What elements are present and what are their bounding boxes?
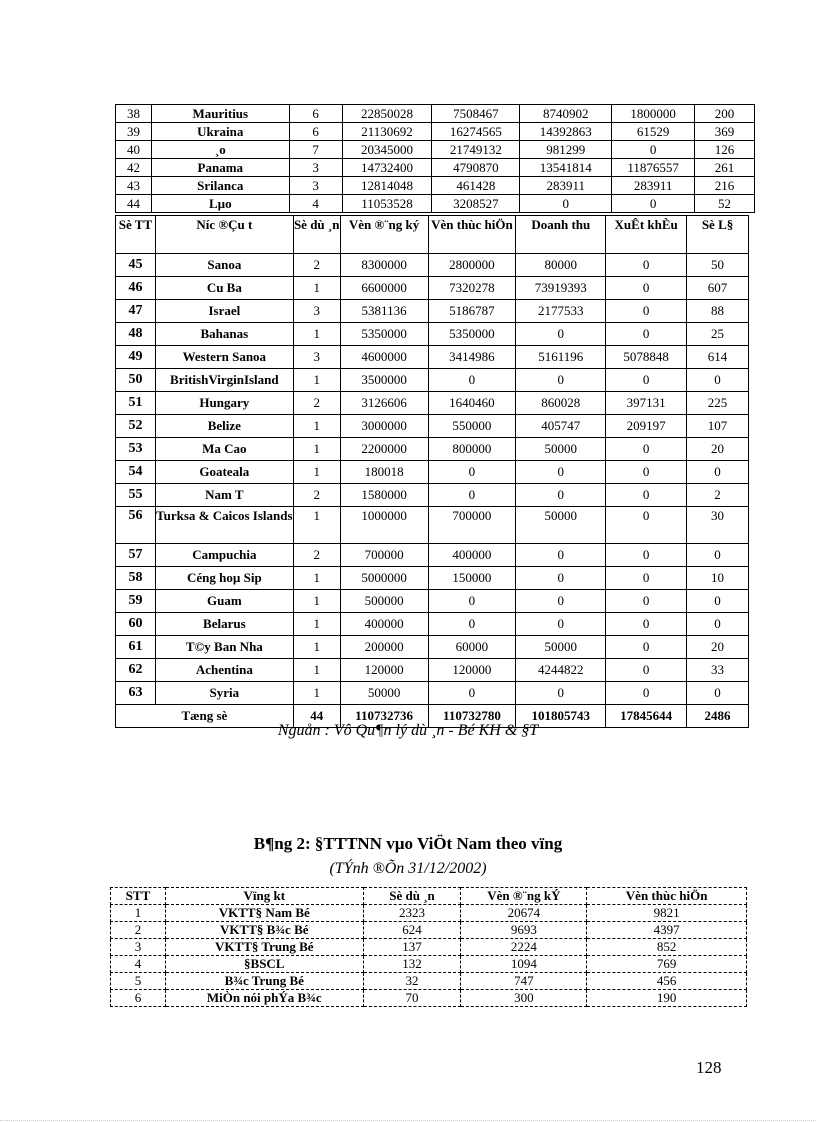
value-cell: 0 <box>606 254 687 277</box>
value-cell: 0 <box>606 300 687 323</box>
value-cell: 150000 <box>428 567 516 590</box>
table-row <box>116 567 749 590</box>
value-cell: 32 <box>363 973 461 990</box>
row-number-cell: 54 <box>116 461 156 484</box>
value-cell: 14732400 <box>342 159 432 177</box>
row-number-cell: 50 <box>116 369 156 392</box>
name-cell: Western Sanoa <box>155 346 293 369</box>
value-cell: 283911 <box>612 177 695 195</box>
value-cell: 1800000 <box>612 105 695 123</box>
value-cell: 1000000 <box>340 507 428 544</box>
row-number-cell: 47 <box>116 300 156 323</box>
row-number-cell: 53 <box>116 438 156 461</box>
value-cell: 3500000 <box>340 369 428 392</box>
value-cell: 2 <box>687 484 749 507</box>
table-row <box>116 123 755 141</box>
region-row <box>111 990 747 1007</box>
investment-table-continued <box>115 104 755 213</box>
row-number-cell: 59 <box>116 590 156 613</box>
value-cell: 981299 <box>520 141 612 159</box>
value-cell: 1 <box>293 613 340 636</box>
value-cell: 6 <box>289 123 342 141</box>
name-cell: Israel <box>155 300 293 323</box>
value-cell: 0 <box>606 277 687 300</box>
table-row <box>116 300 749 323</box>
source-note: Nguån : Vô Qu¶n lý dù ¸n - Bé KH & §T <box>277 722 539 739</box>
header-cell: Sè TT <box>116 216 156 254</box>
value-cell: 2 <box>293 254 340 277</box>
total-value: 110732780 <box>428 705 516 728</box>
row-number-cell: 5 <box>111 973 166 990</box>
value-cell: 1 <box>293 659 340 682</box>
value-cell: 0 <box>516 682 606 705</box>
table-row <box>116 682 749 705</box>
value-cell: 0 <box>516 567 606 590</box>
value-cell: 50000 <box>340 682 428 705</box>
table2-subtitle: (TÝnh ®Õn 31/12/2002) <box>329 860 487 877</box>
name-cell: B¾c Trung Bé <box>165 973 363 990</box>
name-cell: §BSCL <box>165 956 363 973</box>
value-cell: 1 <box>293 461 340 484</box>
row-number-cell: 38 <box>116 105 152 123</box>
value-cell: 120000 <box>340 659 428 682</box>
total-value: 101805743 <box>516 705 606 728</box>
header-cell: Vèn thùc hiÖn <box>587 888 747 905</box>
name-cell: Mauritius <box>151 105 289 123</box>
value-cell: 0 <box>606 636 687 659</box>
row-number-cell: 56 <box>116 507 156 544</box>
value-cell: 500000 <box>340 590 428 613</box>
value-cell: 6600000 <box>340 277 428 300</box>
region-row <box>111 939 747 956</box>
region-table <box>110 887 747 1007</box>
value-cell: 0 <box>606 590 687 613</box>
value-cell: 2177533 <box>516 300 606 323</box>
name-cell: Bahanas <box>155 323 293 346</box>
value-cell: 0 <box>687 613 749 636</box>
total-value: 17845644 <box>606 705 687 728</box>
value-cell: 369 <box>695 123 755 141</box>
row-number-cell: 61 <box>116 636 156 659</box>
value-cell: 747 <box>461 973 587 990</box>
table2-title: B¶ng 2: §TTTNN vµo ViÖt Nam theo vïng <box>253 834 563 853</box>
value-cell: 70 <box>363 990 461 1007</box>
name-cell: Nam T <box>155 484 293 507</box>
value-cell: 209197 <box>606 415 687 438</box>
table-row <box>116 544 749 567</box>
name-cell: Cu Ba <box>155 277 293 300</box>
value-cell: 852 <box>587 939 747 956</box>
region-row <box>111 973 747 990</box>
value-cell: 216 <box>695 177 755 195</box>
value-cell: 7320278 <box>428 277 516 300</box>
value-cell: 60000 <box>428 636 516 659</box>
value-cell: 200000 <box>340 636 428 659</box>
value-cell: 0 <box>516 613 606 636</box>
value-cell: 11876557 <box>612 159 695 177</box>
name-cell: VKTT§ Trung Bé <box>165 939 363 956</box>
row-number-cell: 40 <box>116 141 152 159</box>
row-number-cell: 39 <box>116 123 152 141</box>
value-cell: 800000 <box>428 438 516 461</box>
row-number-cell: 42 <box>116 159 152 177</box>
value-cell: 190 <box>587 990 747 1007</box>
value-cell: 0 <box>606 544 687 567</box>
name-cell: Belize <box>155 415 293 438</box>
row-number-cell: 44 <box>116 195 152 213</box>
name-cell: Srilanca <box>151 177 289 195</box>
value-cell: 132 <box>363 956 461 973</box>
name-cell: VKTT§ B¾c Bé <box>165 922 363 939</box>
table-row <box>116 159 755 177</box>
value-cell: 5350000 <box>428 323 516 346</box>
value-cell: 1 <box>293 415 340 438</box>
value-cell: 461428 <box>432 177 520 195</box>
name-cell: Goateala <box>155 461 293 484</box>
row-number-cell: 49 <box>116 346 156 369</box>
value-cell: 22850028 <box>342 105 432 123</box>
name-cell: Achentina <box>155 659 293 682</box>
table-row <box>116 507 749 544</box>
value-cell: 120000 <box>428 659 516 682</box>
value-cell: 0 <box>516 590 606 613</box>
table-header-row <box>116 216 749 254</box>
value-cell: 20345000 <box>342 141 432 159</box>
value-cell: 4 <box>289 195 342 213</box>
name-cell: Belarus <box>155 613 293 636</box>
value-cell: 1 <box>293 277 340 300</box>
row-number-cell: 2 <box>111 922 166 939</box>
value-cell: 3 <box>293 346 340 369</box>
value-cell: 3 <box>289 177 342 195</box>
header-cell: Vèn thùc hiÖn <box>428 216 516 254</box>
header-cell: STT <box>111 888 166 905</box>
value-cell: 0 <box>606 369 687 392</box>
value-cell: 4600000 <box>340 346 428 369</box>
row-number-cell: 58 <box>116 567 156 590</box>
value-cell: 5350000 <box>340 323 428 346</box>
value-cell: 0 <box>428 613 516 636</box>
table-row <box>116 461 749 484</box>
value-cell: 0 <box>606 613 687 636</box>
value-cell: 0 <box>612 195 695 213</box>
row-number-cell: 55 <box>116 484 156 507</box>
value-cell: 21130692 <box>342 123 432 141</box>
table-row <box>116 177 755 195</box>
value-cell: 20 <box>687 438 749 461</box>
value-cell: 1580000 <box>340 484 428 507</box>
value-cell: 1 <box>293 369 340 392</box>
table-row <box>116 195 755 213</box>
row-number-cell: 4 <box>111 956 166 973</box>
value-cell: 2224 <box>461 939 587 956</box>
table-row <box>116 105 755 123</box>
value-cell: 20 <box>687 636 749 659</box>
name-cell: BritishVirginIsland <box>155 369 293 392</box>
value-cell: 2 <box>293 392 340 415</box>
value-cell: 300 <box>461 990 587 1007</box>
value-cell: 0 <box>606 682 687 705</box>
value-cell: 88 <box>687 300 749 323</box>
value-cell: 9821 <box>587 905 747 922</box>
table-row <box>116 659 749 682</box>
value-cell: 4397 <box>587 922 747 939</box>
value-cell: 5078848 <box>606 346 687 369</box>
row-number-cell: 46 <box>116 277 156 300</box>
region-row <box>111 905 747 922</box>
table-row <box>116 369 749 392</box>
table-row <box>116 590 749 613</box>
row-number-cell: 60 <box>116 613 156 636</box>
value-cell: 3414986 <box>428 346 516 369</box>
value-cell: 2323 <box>363 905 461 922</box>
value-cell: 30 <box>687 507 749 544</box>
total-value: 44 <box>293 705 340 728</box>
value-cell: 8740902 <box>520 105 612 123</box>
table-row <box>116 141 755 159</box>
value-cell: 107 <box>687 415 749 438</box>
value-cell: 0 <box>606 323 687 346</box>
page-number: 128 <box>696 1058 722 1077</box>
value-cell: 50000 <box>516 507 606 544</box>
name-cell: Panama <box>151 159 289 177</box>
value-cell: 0 <box>612 141 695 159</box>
value-cell: 0 <box>606 461 687 484</box>
name-cell: Guam <box>155 590 293 613</box>
table-row <box>116 323 749 346</box>
value-cell: 3 <box>293 300 340 323</box>
header-cell: Vèn ®¨ng kÝ <box>461 888 587 905</box>
name-cell: Ma Cao <box>155 438 293 461</box>
value-cell: 700000 <box>428 507 516 544</box>
region-row <box>111 922 747 939</box>
row-number-cell: 1 <box>111 905 166 922</box>
name-cell: VKTT§ Nam Bé <box>165 905 363 922</box>
value-cell: 614 <box>687 346 749 369</box>
value-cell: 50 <box>687 254 749 277</box>
region-header-row <box>111 888 747 905</box>
value-cell: 0 <box>687 682 749 705</box>
value-cell: 4244822 <box>516 659 606 682</box>
value-cell: 0 <box>428 484 516 507</box>
value-cell: 2 <box>293 544 340 567</box>
value-cell: 9693 <box>461 922 587 939</box>
value-cell: 225 <box>687 392 749 415</box>
value-cell: 0 <box>516 323 606 346</box>
name-cell: Céng hoµ Sip <box>155 567 293 590</box>
header-cell: Vïng kt <box>165 888 363 905</box>
value-cell: 5186787 <box>428 300 516 323</box>
table-row <box>116 613 749 636</box>
value-cell: 3126606 <box>340 392 428 415</box>
name-cell: Turksa & Caicos Islands <box>155 507 293 544</box>
value-cell: 6 <box>289 105 342 123</box>
value-cell: 3208527 <box>432 195 520 213</box>
value-cell: 1 <box>293 567 340 590</box>
value-cell: 0 <box>428 461 516 484</box>
row-number-cell: 62 <box>116 659 156 682</box>
value-cell: 137 <box>363 939 461 956</box>
header-cell: Níc ®Çu t <box>155 216 293 254</box>
value-cell: 550000 <box>428 415 516 438</box>
value-cell: 4790870 <box>432 159 520 177</box>
value-cell: 405747 <box>516 415 606 438</box>
value-cell: 769 <box>587 956 747 973</box>
name-cell: T©y Ban Nha <box>155 636 293 659</box>
value-cell: 0 <box>687 369 749 392</box>
value-cell: 1640460 <box>428 392 516 415</box>
value-cell: 624 <box>363 922 461 939</box>
value-cell: 0 <box>606 484 687 507</box>
bottom-rule <box>0 1120 816 1121</box>
name-cell: MiÒn nói phÝa B¾c <box>165 990 363 1007</box>
table-row <box>116 438 749 461</box>
header-cell: Sè dù ¸n <box>363 888 461 905</box>
value-cell: 5161196 <box>516 346 606 369</box>
row-number-cell: 52 <box>116 415 156 438</box>
value-cell: 400000 <box>340 613 428 636</box>
value-cell: 0 <box>516 544 606 567</box>
value-cell: 0 <box>687 544 749 567</box>
value-cell: 2800000 <box>428 254 516 277</box>
value-cell: 700000 <box>340 544 428 567</box>
total-value: 110732736 <box>340 705 428 728</box>
value-cell: 0 <box>520 195 612 213</box>
value-cell: 0 <box>516 484 606 507</box>
value-cell: 7 <box>289 141 342 159</box>
value-cell: 61529 <box>612 123 695 141</box>
table-row <box>116 484 749 507</box>
name-cell: Hungary <box>155 392 293 415</box>
value-cell: 16274565 <box>432 123 520 141</box>
value-cell: 5381136 <box>340 300 428 323</box>
header-cell: Sè dù ¸n <box>293 216 340 254</box>
total-value: 2486 <box>687 705 749 728</box>
value-cell: 0 <box>516 369 606 392</box>
value-cell: 0 <box>606 567 687 590</box>
value-cell: 0 <box>687 461 749 484</box>
row-number-cell: 6 <box>111 990 166 1007</box>
value-cell: 8300000 <box>340 254 428 277</box>
name-cell: Lµo <box>151 195 289 213</box>
value-cell: 1 <box>293 507 340 544</box>
value-cell: 2200000 <box>340 438 428 461</box>
value-cell: 1 <box>293 636 340 659</box>
value-cell: 0 <box>516 461 606 484</box>
value-cell: 400000 <box>428 544 516 567</box>
value-cell: 283911 <box>520 177 612 195</box>
value-cell: 200 <box>695 105 755 123</box>
name-cell: Campuchia <box>155 544 293 567</box>
value-cell: 0 <box>428 369 516 392</box>
value-cell: 1 <box>293 323 340 346</box>
value-cell: 2 <box>293 484 340 507</box>
value-cell: 50000 <box>516 438 606 461</box>
value-cell: 0 <box>428 682 516 705</box>
value-cell: 12814048 <box>342 177 432 195</box>
value-cell: 5000000 <box>340 567 428 590</box>
value-cell: 3 <box>289 159 342 177</box>
name-cell: ¸o <box>151 141 289 159</box>
value-cell: 1 <box>293 682 340 705</box>
value-cell: 397131 <box>606 392 687 415</box>
value-cell: 80000 <box>516 254 606 277</box>
value-cell: 50000 <box>516 636 606 659</box>
value-cell: 13541814 <box>520 159 612 177</box>
row-number-cell: 48 <box>116 323 156 346</box>
value-cell: 3000000 <box>340 415 428 438</box>
table-row <box>116 636 749 659</box>
value-cell: 0 <box>606 438 687 461</box>
value-cell: 1 <box>293 438 340 461</box>
row-number-cell: 63 <box>116 682 156 705</box>
value-cell: 456 <box>587 973 747 990</box>
value-cell: 180018 <box>340 461 428 484</box>
value-cell: 25 <box>687 323 749 346</box>
table-row <box>116 346 749 369</box>
header-cell: XuÊt khÈu <box>606 216 687 254</box>
value-cell: 607 <box>687 277 749 300</box>
value-cell: 20674 <box>461 905 587 922</box>
value-cell: 21749132 <box>432 141 520 159</box>
name-cell: Syria <box>155 682 293 705</box>
region-row <box>111 956 747 973</box>
value-cell: 33 <box>687 659 749 682</box>
value-cell: 7508467 <box>432 105 520 123</box>
table-row <box>116 277 749 300</box>
header-cell: Sè L§ <box>687 216 749 254</box>
name-cell: Ukraina <box>151 123 289 141</box>
value-cell: 73919393 <box>516 277 606 300</box>
table-row <box>116 392 749 415</box>
value-cell: 0 <box>687 590 749 613</box>
value-cell: 0 <box>606 507 687 544</box>
value-cell: 11053528 <box>342 195 432 213</box>
value-cell: 0 <box>606 659 687 682</box>
row-number-cell: 43 <box>116 177 152 195</box>
row-number-cell: 3 <box>111 939 166 956</box>
row-number-cell: 57 <box>116 544 156 567</box>
value-cell: 860028 <box>516 392 606 415</box>
name-cell: Sanoa <box>155 254 293 277</box>
row-number-cell: 45 <box>116 254 156 277</box>
value-cell: 10 <box>687 567 749 590</box>
header-cell: Vèn ®¨ng ký <box>340 216 428 254</box>
value-cell: 0 <box>428 590 516 613</box>
header-cell: Doanh thu <box>516 216 606 254</box>
value-cell: 14392863 <box>520 123 612 141</box>
value-cell: 1094 <box>461 956 587 973</box>
total-label: Tæng sè <box>116 705 294 728</box>
value-cell: 261 <box>695 159 755 177</box>
value-cell: 52 <box>695 195 755 213</box>
value-cell: 126 <box>695 141 755 159</box>
value-cell: 1 <box>293 590 340 613</box>
row-number-cell: 51 <box>116 392 156 415</box>
table-row <box>116 254 749 277</box>
table-row <box>116 415 749 438</box>
investment-table <box>115 215 749 728</box>
